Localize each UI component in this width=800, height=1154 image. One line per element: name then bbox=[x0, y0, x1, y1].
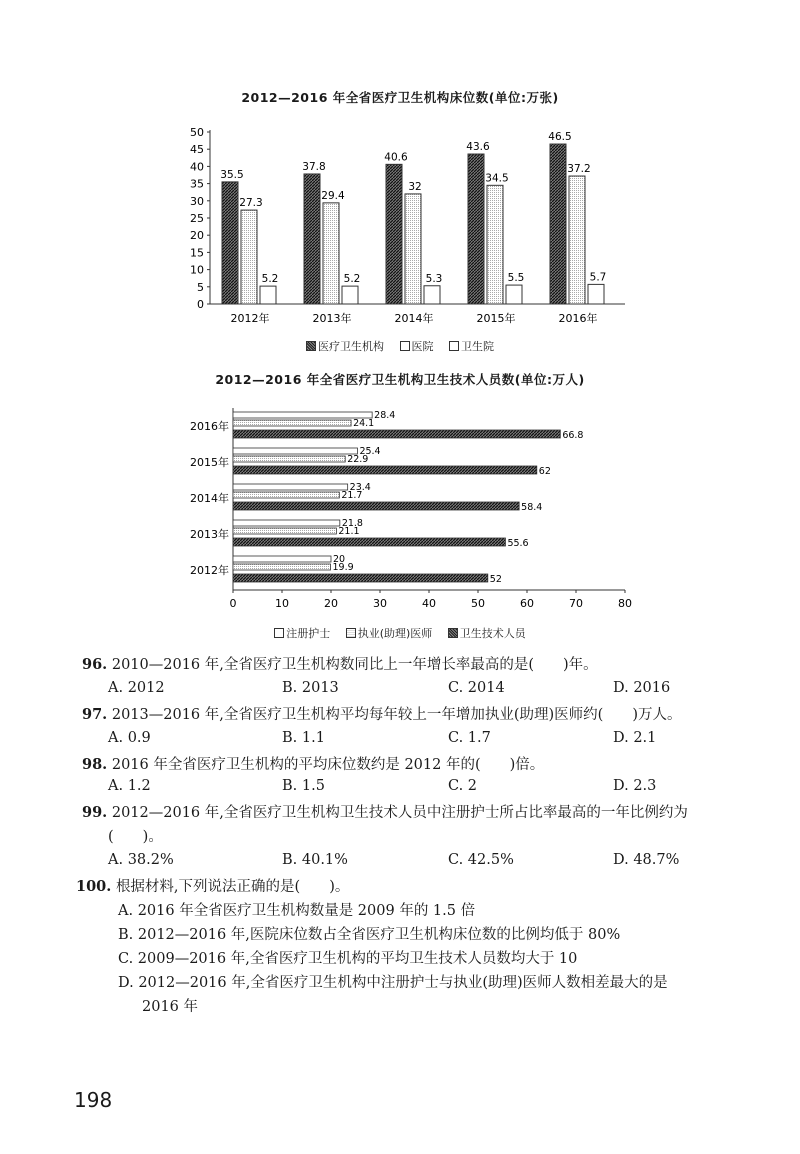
x-tick-label: 2012年 bbox=[230, 312, 270, 325]
question-number: 96. bbox=[82, 656, 108, 673]
bar bbox=[233, 430, 560, 438]
bar bbox=[233, 520, 340, 526]
question-99 bbox=[82, 802, 760, 824]
y-tick-label: 25 bbox=[190, 212, 204, 225]
bar bbox=[506, 285, 522, 304]
legend-label: 执业(助理)医师 bbox=[357, 627, 433, 640]
question-96 bbox=[82, 654, 760, 676]
bar bbox=[260, 286, 276, 304]
legend-swatch-light bbox=[449, 341, 459, 351]
question-number: 97. bbox=[82, 706, 108, 723]
legend-swatch-dark bbox=[448, 628, 458, 638]
data-label: 32 bbox=[408, 180, 422, 193]
y-tick-label: 5 bbox=[197, 280, 204, 294]
option-a: A. 2012 bbox=[108, 680, 165, 696]
bar bbox=[233, 484, 348, 490]
data-label: 55.6 bbox=[507, 538, 529, 549]
bar bbox=[405, 194, 421, 304]
bar bbox=[233, 456, 345, 462]
legend-label: 卫生院 bbox=[461, 340, 494, 353]
bar bbox=[323, 203, 339, 304]
data-label: 66.8 bbox=[562, 430, 584, 441]
chart2-legend bbox=[0, 625, 800, 641]
data-label: 21.8 bbox=[341, 518, 363, 529]
y-tick-label: 40 bbox=[190, 160, 204, 174]
option-d: D. 2.1 bbox=[613, 730, 657, 746]
option-b: B. 40.1% bbox=[282, 852, 348, 868]
bar bbox=[233, 466, 537, 474]
question-number: 98. bbox=[82, 756, 108, 773]
data-label: 28.4 bbox=[374, 410, 396, 421]
x-tick-label: 40 bbox=[422, 597, 436, 610]
question-text: 2012—2016 年,全省医疗卫生机构卫生技术人员中注册护士所占比率最高的一年比例约为 bbox=[111, 805, 688, 821]
data-label: 5.7 bbox=[589, 271, 607, 284]
bar bbox=[569, 176, 585, 304]
legend-swatch-dotted bbox=[346, 628, 356, 638]
legend-swatch-light bbox=[400, 341, 410, 351]
bar bbox=[233, 448, 357, 454]
bar bbox=[468, 154, 484, 304]
bar bbox=[233, 574, 488, 582]
question-text: 2016 年全省医疗卫生机构的平均床位数约是 2012 年的( )倍。 bbox=[111, 757, 545, 773]
y-tick-label: 45 bbox=[190, 143, 204, 157]
bar bbox=[222, 182, 238, 304]
question-99-cont: ( )。 bbox=[108, 829, 163, 845]
data-label: 19.9 bbox=[332, 562, 354, 573]
x-tick-label: 20 bbox=[324, 597, 338, 610]
data-label: 22.9 bbox=[347, 454, 369, 465]
bar bbox=[550, 144, 566, 304]
legend-swatch-dark bbox=[306, 341, 316, 351]
question-text: 2010—2016 年,全省医疗卫生机构数同比上一年增长率最高的是( )年。 bbox=[111, 657, 598, 673]
y-tick-label: 2016年 bbox=[190, 420, 229, 433]
chart1-legend bbox=[0, 338, 800, 354]
option-c: C. 2009—2016 年,全省医疗卫生机构的平均卫生技术人员数均大于 10 bbox=[118, 951, 578, 967]
data-label: 5.3 bbox=[425, 272, 443, 285]
bar bbox=[424, 286, 440, 304]
y-tick-label: 50 bbox=[190, 126, 204, 139]
option-b: B. 2013 bbox=[282, 680, 339, 696]
option-a: A. 38.2% bbox=[108, 852, 174, 868]
question-98 bbox=[82, 754, 760, 776]
bar bbox=[386, 164, 402, 304]
data-label: 21.7 bbox=[341, 490, 363, 501]
data-label: 40.6 bbox=[384, 151, 408, 164]
option-a: A. 1.2 bbox=[108, 778, 151, 794]
question-text: 2013—2016 年,全省医疗卫生机构平均每年较上一年增加执业(助理)医师约( )万人。 bbox=[111, 707, 682, 723]
option-d-cont: 2016 年 bbox=[142, 999, 199, 1015]
bar bbox=[233, 412, 372, 418]
chart2-title: 2012—2016 年全省医疗卫生机构卫生技术人员数(单位:万人) bbox=[215, 372, 585, 387]
legend-label: 注册护士 bbox=[286, 627, 331, 640]
option-d: D. 2.3 bbox=[613, 778, 657, 794]
data-label: 52 bbox=[489, 574, 502, 585]
option-c: C. 2 bbox=[448, 778, 478, 794]
data-label: 37.2 bbox=[567, 163, 591, 176]
y-tick-label: 2013年 bbox=[190, 528, 229, 541]
bar bbox=[233, 492, 339, 498]
x-tick-label: 10 bbox=[275, 597, 289, 610]
y-tick-label: 35 bbox=[190, 177, 204, 191]
option-d: D. 48.7% bbox=[613, 852, 680, 868]
x-tick-label: 80 bbox=[618, 597, 632, 610]
y-tick-label: 20 bbox=[190, 229, 204, 243]
legend-label: 医疗卫生机构 bbox=[318, 340, 384, 353]
data-label: 58.4 bbox=[521, 502, 543, 513]
option-c: C. 2014 bbox=[448, 680, 505, 696]
y-tick-label: 0 bbox=[197, 298, 204, 311]
option-b: B. 1.1 bbox=[282, 730, 325, 746]
question-97 bbox=[82, 704, 760, 726]
option-c: C. 1.7 bbox=[448, 730, 491, 746]
option-d: D. 2016 bbox=[613, 680, 671, 696]
data-label: 23.4 bbox=[349, 482, 371, 493]
y-tick-label: 30 bbox=[190, 194, 204, 208]
data-label: 24.1 bbox=[353, 418, 375, 429]
bar bbox=[233, 502, 519, 510]
question-100 bbox=[76, 876, 760, 898]
x-tick-label: 2015年 bbox=[476, 312, 516, 325]
legend-swatch-light bbox=[274, 628, 284, 638]
bar bbox=[342, 286, 358, 304]
option-c: C. 42.5% bbox=[448, 852, 514, 868]
data-label: 46.5 bbox=[548, 131, 572, 144]
x-tick-label: 0 bbox=[229, 597, 237, 610]
x-tick-label: 2016年 bbox=[558, 312, 598, 325]
option-d: D. 2012—2016 年,全省医疗卫生机构中注册护士与执业(助理)医师人数相差最大的是 bbox=[118, 975, 668, 991]
x-tick-label: 30 bbox=[373, 597, 387, 610]
x-tick-label: 2013年 bbox=[312, 312, 352, 325]
bar bbox=[304, 174, 320, 304]
data-label: 5.2 bbox=[343, 273, 361, 286]
data-label: 34.5 bbox=[485, 172, 509, 185]
bar bbox=[241, 210, 257, 304]
question-number: 100. bbox=[76, 878, 112, 895]
legend-label: 医院 bbox=[411, 340, 434, 353]
data-label: 21.1 bbox=[338, 526, 360, 537]
y-tick-label: 10 bbox=[190, 263, 204, 277]
y-tick-label: 2014年 bbox=[190, 492, 229, 505]
data-label: 5.5 bbox=[507, 272, 525, 285]
bar bbox=[233, 564, 331, 570]
option-a: A. 0.9 bbox=[108, 730, 151, 746]
data-label: 37.8 bbox=[302, 160, 326, 173]
question-number: 99. bbox=[82, 804, 108, 821]
bed-count-bar-chart bbox=[0, 118, 800, 330]
y-tick-label: 15 bbox=[190, 246, 204, 260]
data-label: 20 bbox=[333, 554, 346, 565]
chart1-title: 2012—2016 年全省医疗卫生机构床位数(单位:万张) bbox=[241, 90, 559, 105]
bar bbox=[233, 556, 331, 562]
x-tick-label: 2014年 bbox=[394, 312, 434, 325]
bar bbox=[588, 284, 604, 304]
data-label: 25.4 bbox=[359, 446, 381, 457]
option-a: A. 2016 年全省医疗卫生机构数量是 2009 年的 1.5 倍 bbox=[118, 903, 476, 919]
health-staff-bar-chart bbox=[0, 400, 800, 622]
bar bbox=[487, 185, 503, 304]
data-label: 27.3 bbox=[239, 197, 263, 210]
page-number: 198 bbox=[74, 1088, 113, 1112]
bar bbox=[233, 538, 505, 546]
option-b: B. 1.5 bbox=[282, 778, 325, 794]
x-tick-label: 60 bbox=[520, 597, 534, 610]
x-tick-label: 70 bbox=[569, 597, 583, 610]
bar bbox=[233, 528, 336, 534]
data-label: 35.5 bbox=[220, 168, 244, 181]
data-label: 29.4 bbox=[321, 189, 345, 202]
bar bbox=[233, 420, 351, 426]
x-tick-label: 50 bbox=[471, 597, 485, 610]
y-tick-label: 2015年 bbox=[190, 456, 229, 469]
data-label: 62 bbox=[538, 466, 551, 477]
data-label: 5.2 bbox=[261, 273, 279, 286]
legend-label: 卫生技术人员 bbox=[459, 627, 526, 640]
question-text: 根据材料,下列说法正确的是( )。 bbox=[115, 879, 350, 895]
option-b: B. 2012—2016 年,医院床位数占全省医疗卫生机构床位数的比例均低于 80% bbox=[118, 927, 621, 943]
y-tick-label: 2012年 bbox=[190, 564, 229, 577]
data-label: 43.6 bbox=[466, 141, 490, 154]
